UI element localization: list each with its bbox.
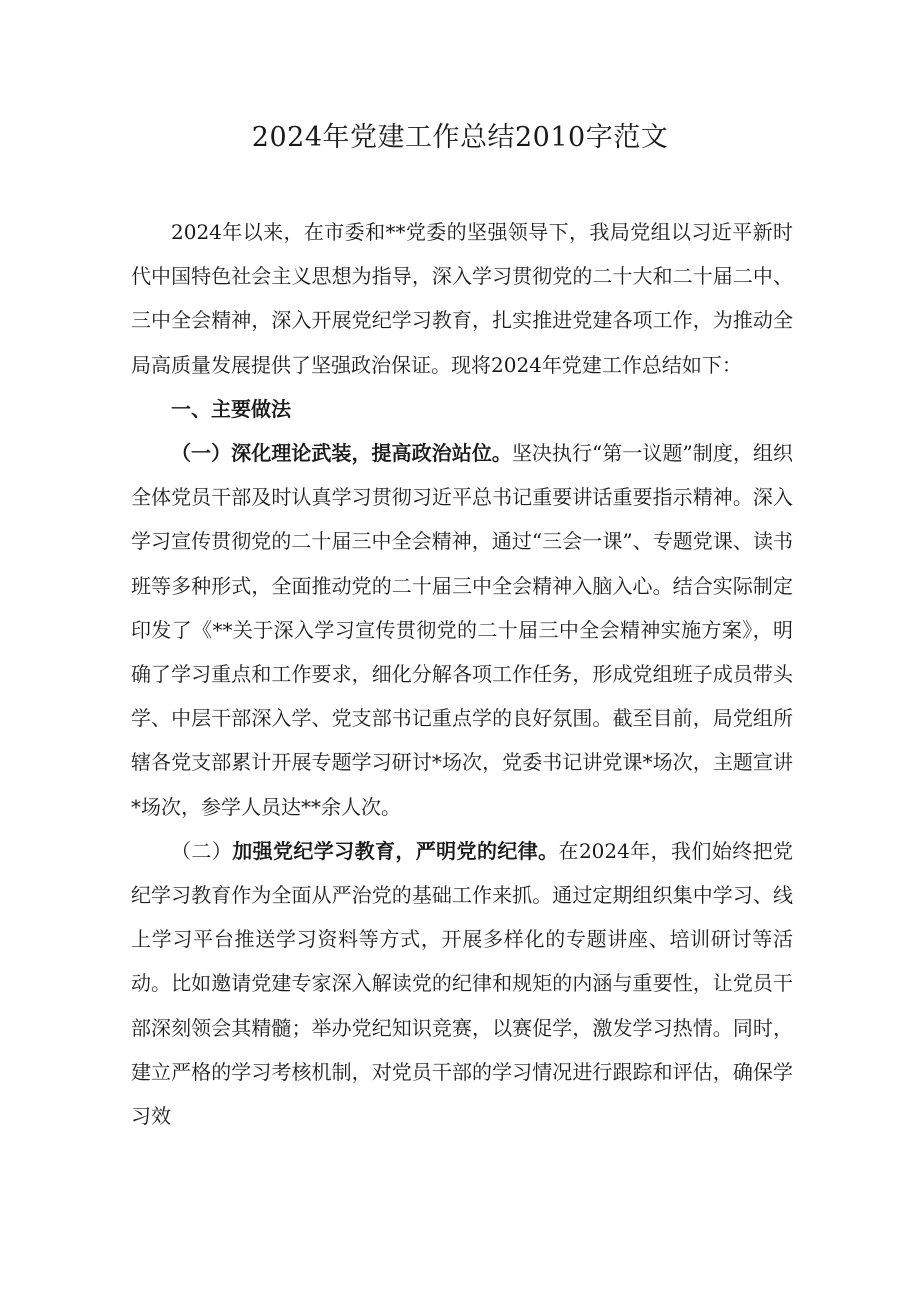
item-one-lead: （一）深化理论武装，提高政治站位。 xyxy=(171,441,512,466)
item-one-paragraph xyxy=(131,431,793,829)
intro-paragraph: 2024年以来，在市委和**党委的坚强领导下，我局党组以习近平新时代中国特色社会主义思想为指导，深入学习贯彻党的二十大和二十届二中、三中全会精神，深入开展党纪学习教育，扎实推进党建各项工作，为推动全局高质量发展提供了坚强政治保证。现将2024年党建工作总结如下： xyxy=(131,220,793,377)
document-title: 2024年党建工作总结2010字范文 xyxy=(251,122,669,153)
item-one-text: 坚决执行“第一议题”制度，组织全体党员干部及时认真学习贯彻习近平总书记重要讲话重要指示精神。深入学习宣传贯彻党的二十届三中全会精神，通过“三会一课”、专题党课、读书班等多种形式，全面推动党的二十届三中全会精神入脑入心。结合实际制定印发了《**关于深入学习宣传贯彻党的二十届三中全会精神实施方案》，明确了学习重点和工作要求，细化分解各项工作任务，形成党组班子成员带头学、中层干部深入学、党支部书记重点学的良好氛围。截至目前，局党组所辖各党支部累计开展专题学习研讨*场次，党委书记讲党课*场次，主题宣讲*场次，参学人员达**余人次。 xyxy=(131,441,794,819)
item-two-lead: 加强党纪学习教育，严明党的纪律。 xyxy=(232,838,559,863)
section-heading: 一、主要做法 xyxy=(171,396,291,421)
item-two-paragraph xyxy=(131,829,793,1138)
item-two-text: 在2024年，我们始终把党纪学习教育作为全面从严治党的基础工作来抓。通过定期组织集中学习、线上学习平台推送学习资料等方式，开展多样化的专题讲座、培训研讨等活动。比如邀请党建专家深入解读党的纪律和规矩的内涵与重要性，让党员干部深刻领会其精髓；举办党纪知识竞赛，以赛促学，激发学习热情。同时，建立严格的学习考核机制，对党员干部的学习情况进行跟踪和评估，确保学习效 xyxy=(131,838,794,1129)
document-body xyxy=(131,210,793,1138)
item-two-prefix: （二） xyxy=(171,838,233,863)
